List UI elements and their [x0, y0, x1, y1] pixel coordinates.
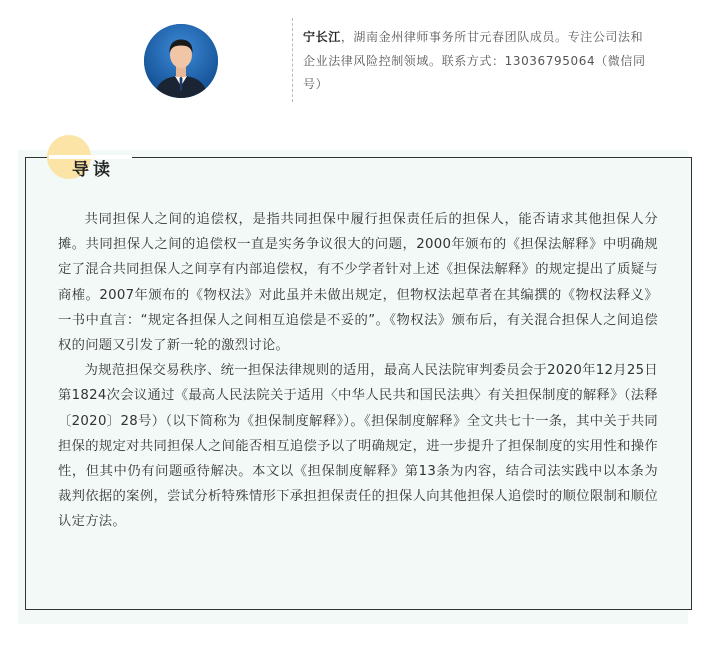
author-avatar — [144, 24, 218, 98]
lead-paragraph: 为规范担保交易秩序、统一担保法律规则的适用，最高人民法院审判委员会于2020年12月25日第1824次会议通过《最高人民法院关于适用〈中华人民共和国民法典〉有关担保制度的解释》（法释〔2020〕28号）（以下简称为《担保制度解释》）。《担保制度解释》全文共七十一条，其中关于共同担保的规定对共同担保人之间能否相互追偿予以了明确规定，进一步提升了担保制度的实用性和操作性，但其中仍有问题亟待解决。本文以《担保制度解释》第13条为内容，结合司法实践中以本条为裁判依据的案例，尝试分析特殊情形下承担担保责任的担保人向其他担保人追偿时的顺位限制和顺位认定方法。 — [58, 363, 658, 530]
author-bio — [303, 26, 648, 97]
author-bio-text: ，湖南金州律师事务所甘元春团队成员。专注公司法和企业法律风险控制领域。联系方式：13036795064（微信同号） — [303, 30, 646, 91]
lead-paragraph: 共同担保人之间的追偿权，是指共同担保中履行担保责任后的担保人，能否请求其他担保人分摊。共同担保人之间的追偿权一直是实务争议很大的问题，2000年颁布的《担保法解释》中明确规定了混合共同担保人之间享有内部追偿权，有不少学者针对上述《担保法解释》的规定提出了质疑与商榷。2007年颁布的《物权法》对此虽并未做出规定，但物权法起草者在其编撰的《物权法释义》一书中直言：“规定各担保人之间相互追偿是不妥的”。《物权法》颁布后，有关混合担保人之间追偿权的问题又引发了新一轮的激烈讨论。 — [58, 212, 658, 354]
author-divider — [292, 18, 293, 102]
lead-body — [58, 207, 658, 535]
author-section — [0, 0, 710, 120]
author-name: 宁长江 — [303, 30, 341, 44]
lead-title: 导读 — [72, 160, 114, 180]
